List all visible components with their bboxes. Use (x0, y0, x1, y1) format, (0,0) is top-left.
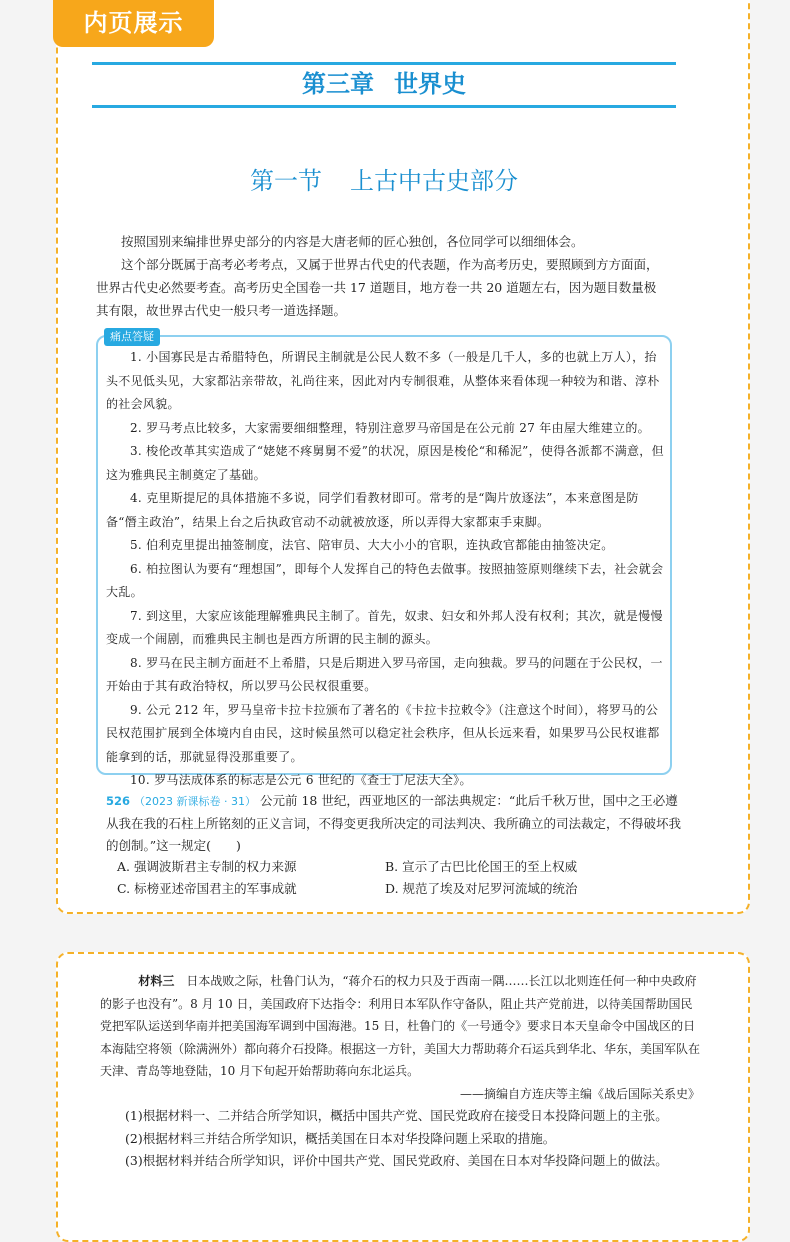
material-source: ——摘编自方连庆等主编《战后国际关系史》 (459, 1086, 700, 1101)
material-text: 日本战败之际，杜鲁门认为，“蒋介石的权力只及于西南一隅……长江以北则连任何一种中央政府的影子也没有”。8 月 10 日，美国政府下达指令：利用日本军队作守备队，阻止共产党前进，以待美国帮助国民党把军队运送到华南并把美国海军调到中国海港。15 日，杜鲁门的《一号通令》要求日本天皇命令中国战区的日本海陆空将领（除满洲外）都向蒋介石投降。根据这一方针，美国大力帮助蒋介石运兵到华北、华东，美国军队在天津、青岛等地登陆，10 月下旬起开始帮助蒋向东北运兵。 (100, 974, 701, 1078)
question-stem: 公元前 18 世纪，西亚地区的一部法典规定：“此后千秋万世，国中之王必遵从我在我的石柱上所铭刻的正义言词，不得变更我所决定的司法判决、我所确立的司法裁定，不得破坏我的创制。”这一规定( ) (106, 793, 682, 853)
tips-list (106, 346, 666, 793)
tip-item: 10. 罗马法成体系的标志是公元 6 世纪的《查士丁尼法大全》。 (130, 773, 472, 787)
question-source: （2023 新课标卷 · 31） (134, 795, 256, 808)
tips-tag: 痛点答疑 (104, 328, 160, 346)
tip-item: 2. 罗马考点比较多，大家需要细细整理，特别注意罗马帝国是在公元前 27 年由屋大维建立的。 (130, 420, 650, 435)
intro-line: 这个部分既属于高考必考考点，又属于世界古代史的代表题，作为高考历史，要照顾到方方面面， (121, 257, 659, 272)
sub-question: (3)根据材料并结合所学知识，评价中国共产党、国民党政府、美国在日本对华投降问题上的做法。 (125, 1153, 668, 1168)
chapter-number: 第三章 (302, 70, 374, 98)
section-name: 上古中古史部分 (350, 167, 518, 195)
section-title (92, 164, 676, 198)
sub-question: (2)根据材料三并结合所学知识，概括美国在日本对华投降问题上采取的措施。 (125, 1130, 556, 1146)
chapter-name: 世界史 (394, 70, 466, 98)
tip-item: 6. 柏拉图认为要有“理想国”，即每个人发挥自己的特色去做事。按照抽签原则继续下去，社会就会大乱。 (106, 561, 664, 599)
option-a: A. 强调波斯君主专制的权力来源 (117, 859, 297, 874)
material-label: 材料三 (138, 974, 175, 988)
question-options (117, 856, 677, 900)
tip-item: 1. 小国寡民是古希腊特色，所谓民主制就是公民人数不多（一般是几千人，多的也就上万人），抬头不见低头见，大家都沾亲带故，礼尚往来，因此对内专制很难，从整体来看体现一种较为和谐、淳朴的社会风貌。 (106, 350, 660, 411)
material-three (100, 970, 700, 1173)
tip-item: 5. 伯利克里提出抽签制度，法官、陪审员、大大小小的官职，连执政官都能由抽签决定。 (130, 538, 614, 552)
question-526 (106, 790, 686, 857)
option-d: D. 规范了埃及对尼罗河流域的统治 (385, 881, 578, 896)
question-number: 526 (106, 794, 131, 808)
intro-line: 按照国别来编排世界史部分的内容是大唐老师的匠心独创，各位同学可以细细体会。 (121, 234, 584, 249)
intro-text (96, 230, 690, 322)
option-b: B. 宣示了古巴比伦国王的至上权威 (385, 859, 578, 874)
intro-line: 其有限，故世界古代史一般只考一道选择题。 (96, 303, 347, 318)
option-c: C. 标榜亚述帝国君主的军事成就 (117, 881, 297, 896)
chapter-rule-bottom (92, 105, 676, 108)
tip-item: 8. 罗马在民主制方面赶不上希腊，只是后期进入罗马帝国，走向独裁。罗马的问题在于公民权，一开始由于其有政治特权，所以罗马公民权很重要。 (106, 655, 663, 693)
tip-item: 9. 公元 212 年，罗马皇帝卡拉卡拉颁布了著名的《卡拉卡拉敕令》（注意这个时间），将罗马的公民权范围扩展到全体境内自由民，这时候虽然可以稳定社会秩序，但从长远来看，如果罗马公民权谁都能拿到的话，那就显得没那重要了。 (106, 702, 660, 764)
sub-question: (1)根据材料一、二并结合所学知识，概括中国共产党、国民党政府在接受日本投降问题上的主张。 (125, 1108, 668, 1123)
section-number: 第一节 (250, 167, 322, 195)
tip-item: 7. 到这里，大家应该能理解雅典民主制了。首先，奴隶、妇女和外邦人没有权利；其次，就是慢慢变成一个闹剧，而雅典民主制也是西方所谓的民主制的源头。 (106, 608, 663, 646)
chapter-title (92, 64, 676, 104)
tip-item: 3. 梭伦改革其实造成了“姥姥不疼舅舅不爱”的状况，原因是梭伦“和稀泥”，使得各派都不满意，但这为雅典民主制奠定了基础。 (106, 444, 664, 482)
intro-line: 世界古代史必然要考查。高考历史全国卷一共 17 道题目，地方卷一共 20 道题左右，因为题目数量极 (96, 280, 657, 295)
tip-item: 4. 克里斯提尼的具体措施不多说，同学们看教材即可。常考的是“陶片放逐法”，本来意图是防备“僭主政治”，结果上台之后执政官动不动就被放逐，所以弄得大家都束手束脚。 (106, 491, 639, 529)
banner-label: 内页展示 (53, 0, 214, 47)
